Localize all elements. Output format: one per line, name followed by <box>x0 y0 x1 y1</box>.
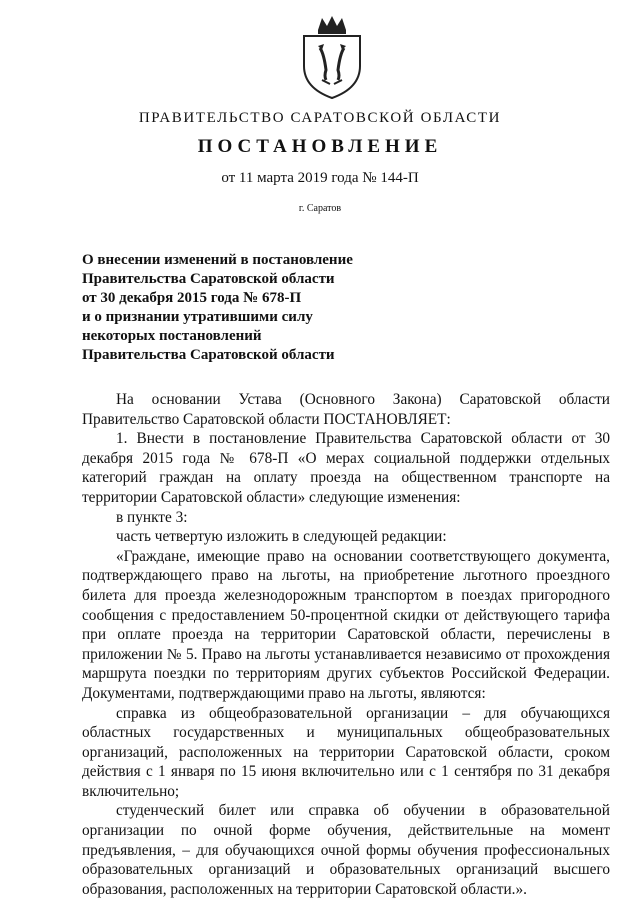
heading-line: Правительства Саратовской области <box>82 347 335 363</box>
paragraph-part-4: часть четвертую изложить в следующей редакции: <box>116 528 447 546</box>
heading-line: некоторых постановлений <box>82 328 262 344</box>
heading-line: Правительства Саратовской области <box>82 271 335 287</box>
paragraph-point-3: в пункте 3: <box>116 508 188 526</box>
paragraph-item-1: 1. Внести в постановление Правительства Саратовской области от 30 декабря 2015 года № 678-П «О мерах социальной поддержки отдельных категорий граждан на оплату проезда на общественном транспорте на территории Саратовской области» следующие изменения: <box>82 430 610 506</box>
document-heading <box>82 251 412 365</box>
saratov-coat-of-arms-icon <box>296 14 368 100</box>
paragraph-citizens: «Граждане, имеющие право на основании соответствующего документа, подтверждающего право на льготы, на приобретение льготного проездного билета для проезда железнодорожным транспортом в поездах пригородного сообщения с предоставлением 50-процентной скидки от действующего тарифа при оплате проезда на территории Саратовской области, перечислены в приложении № 5. Право на льготы устанавливается независимо от прохождения маршрута поездки по территориям других субъектов Российской Федерации. Документами, подтверждающими право на льготы, являются: <box>82 547 610 702</box>
document-date-number: от 11 марта 2019 года № 144-П <box>221 170 419 186</box>
document-type: ПОСТАНОВЛЕНИЕ <box>197 136 443 157</box>
heading-line: от 30 декабря 2015 года № 678-П <box>82 290 302 306</box>
paragraph-student-card: студенческий билет или справка об обучении в образовательной организации по очной форме обучения, действительные на момент предъявления, – для обучающихся очной формы обучения профессиональных образовательных организаций и образовательных организаций высшего образования, расположенных на территории Саратовской области.». <box>82 802 610 898</box>
paragraph-basis: На основании Устава (Основного Закона) Саратовской области Правительство Саратовской области ПОСТАНОВЛЯЕТ: <box>82 391 610 428</box>
document-body <box>82 390 610 899</box>
government-name: ПРАВИТЕЛЬСТВО САРАТОВСКОЙ ОБЛАСТИ <box>138 110 502 126</box>
document-city: г. Саратов <box>298 203 342 214</box>
heading-line: и о признании утратившими силу <box>82 309 313 325</box>
paragraph-school-certificate: справка из общеобразовательной организации – для обучающихся областных государственных и муниципальных общеобразовательных организаций, расположенных на территории Саратовской области, сроком действия с 1 января по 15 июня включительно или с 1 сентября по 31 декабря включительно; <box>82 704 610 800</box>
heading-line: О внесении изменений в постановление <box>82 252 353 268</box>
